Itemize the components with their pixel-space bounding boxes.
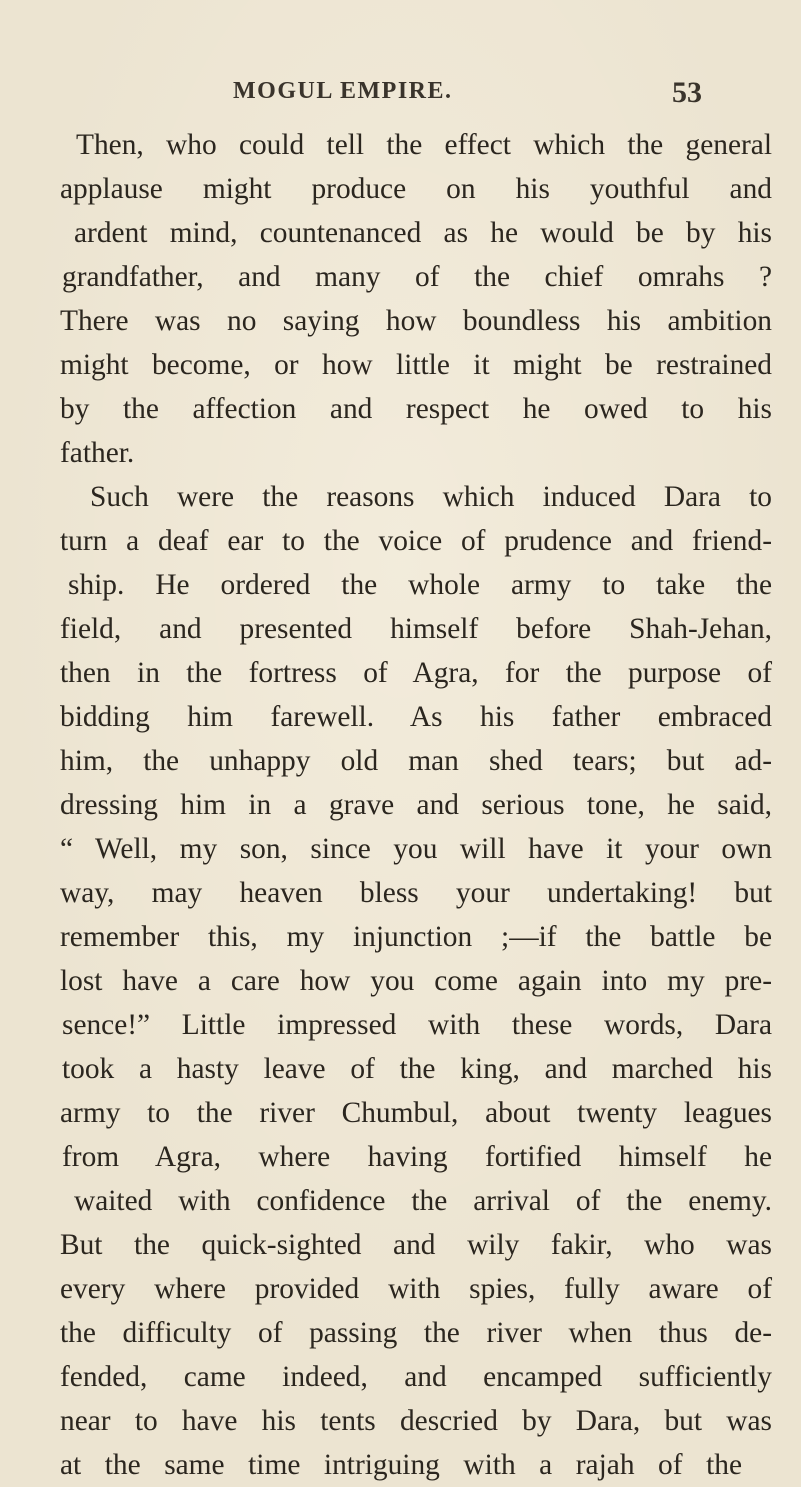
page-number: 53 [672,76,702,109]
text-line: There was no saying how boundless his ambition [60,305,772,337]
text-line: might become, or how little it might be restrained [60,349,772,381]
text-line: But the quick-sighted and wily fakir, who was [60,1229,772,1261]
text-line: “ Well, my son, since you will have it your own [60,833,772,865]
text-line: turn a deaf ear to the voice of prudence and friend- [60,525,772,557]
text-line: lost have a care how you come again into my pre- [60,965,772,997]
text-line: near to have his tents descried by Dara, but was [60,1405,772,1437]
text-line: Then, who could tell the effect which the general [76,129,772,161]
text-line: by the affection and respect he owed to his [60,393,772,425]
text-line: army to the river Chumbul, about twenty leagues [60,1097,772,1129]
text-line: the difficulty of passing the river when thus de- [60,1317,772,1349]
text-line: father. [60,437,135,469]
body-text [60,123,772,1487]
text-line: ardent mind, countenanced as he would be by his [74,217,772,249]
text-line: sence!” Little impressed with these words, Dara [62,1009,772,1041]
text-line: took a hasty leave of the king, and marched his [62,1053,772,1085]
text-line: way, may heaven bless your undertaking! but [60,877,772,909]
text-line: from Agra, where having fortified himself he [62,1141,772,1173]
running-head-title: MOGUL EMPIRE. [233,78,453,104]
text-line: then in the fortress of Agra, for the purpose of [60,657,772,689]
text-line: applause might produce on his youthful and [60,173,772,205]
text-line: ship. He ordered the whole army to take the [68,569,772,601]
text-line: waited with confidence the arrival of the enemy. [74,1185,772,1217]
text-line: field, and presented himself before Shah-Jehan, [60,613,772,645]
text-line: bidding him farewell. As his father embraced [60,701,772,733]
running-head [0,78,801,112]
text-line: every where provided with spies, fully aware of [60,1273,772,1305]
text-line: remember this, my injunction ;—if the battle be [60,921,772,953]
text-line: fended, came indeed, and encamped sufficiently [60,1361,772,1393]
text-line: at the same time intriguing with a rajah of the [60,1449,742,1481]
text-line: Such were the reasons which induced Dara to [90,481,772,513]
text-line: dressing him in a grave and serious tone, he said, [60,789,772,821]
text-line: grandfather, and many of the chief omrahs ? [62,261,772,293]
text-line: him, the unhappy old man shed tears; but ad- [60,745,772,777]
